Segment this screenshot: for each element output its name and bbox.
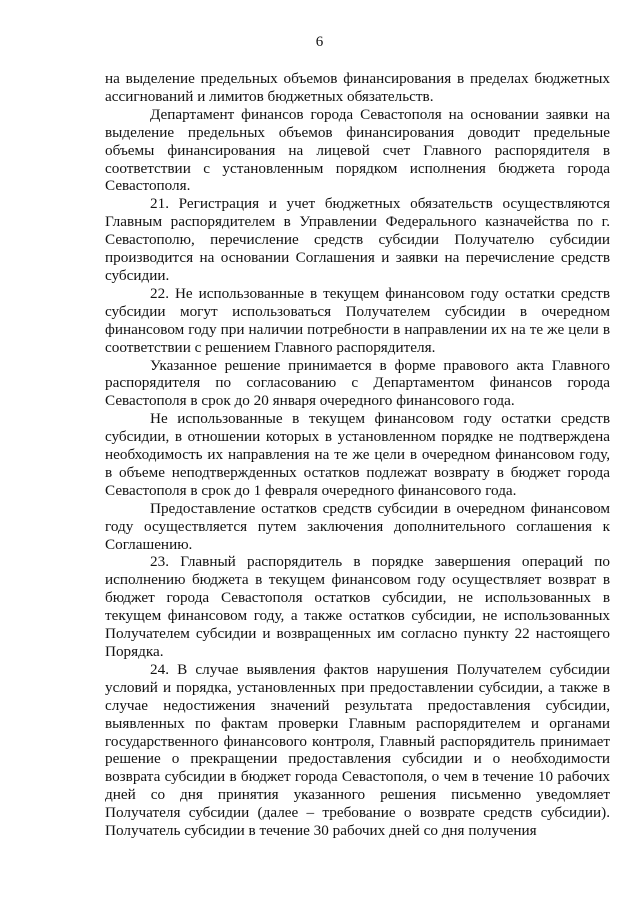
paragraph-additional-agreement: Предоставление остатков средств субсидии в очередном финансовом году осуществляется путем заключения дополнительного соглашения к Соглашению. — [105, 499, 610, 553]
paragraph-department-finance: Департамент финансов города Севастополя на основании заявки на выделение предельных объемов финансирования доводит предельные объемы финансирования на лицевой счет Главного распорядителя в соответствии с установленным порядком исполнения бюджета города Севастополя. — [105, 105, 610, 195]
paragraph-item-21: 21. Регистрация и учет бюджетных обязательств осуществляются Главным распорядителем в Управлении Федерального казначейства по г. Севастополю, перечисление средств субсидии Получателю субсидии производится на основании Соглашения и заявки на перечисление средств субсидии. — [105, 195, 610, 284]
paragraph-item-23: 23. Главный распорядитель в порядке завершения операций по исполнению бюджета в текущем финансовом году осуществляет возврат в бюджет города Севастополя остатков субсидии, не использованных в текущем финансовом году, а также остатков субсидии, не использованных Получателем субсидии и возвращенных им согласно пункту 22 настоящего Порядка. — [105, 553, 610, 660]
document-body — [105, 70, 610, 840]
paragraph-item-24: 24. В случае выявления фактов нарушения Получателем субсидии условий и порядка, установленных при предоставлении субсидии, а также в случае недостижения значений результата предоставления субсидии, выявленных по фактам проверки Главным распорядителем и органами государственного финансового контроля, Главный распорядитель принимает решение о прекращении предоставления субсидии и о необходимости возврата субсидии в бюджет города Севастополя, о чем в течение 10 рабочих дней со дня принятия указанного решения письменно уведомляет Получателя субсидии (далее – требование о возврате средств субсидии). Получатель субсидии в течение 30 рабочих дней со дня получения — [105, 660, 610, 840]
paragraph-item-22: 22. Не использованные в текущем финансовом году остатки средств субсидии могут использоваться Получателем субсидии в очередном финансовом году при наличии потребности в направлении их на те же цели в соответствии с решением Главного распорядителя. — [105, 284, 610, 356]
paragraph-decision-form: Указанное решение принимается в форме правового акта Главного распорядителя по согласованию с Департаментом финансов города Севастополя в срок до 20 января очередного финансового года. — [105, 356, 610, 410]
page-number: 6 — [315, 34, 324, 50]
paragraph-continuation: на выделение предельных объемов финансирования в пределах бюджетных ассигнований и лимитов бюджетных обязательств. — [105, 70, 610, 105]
paragraph-unused-balances: Не использованные в текущем финансовом году остатки средств субсидии, в отношении которых в установленном порядке не подтверждена необходимость их направления на те же цели в очередном финансовом году, в объеме неподтвержденных остатков подлежат возврату в бюджет города Севастополя в срок до 1 февраля очередного финансового года. — [105, 410, 610, 499]
